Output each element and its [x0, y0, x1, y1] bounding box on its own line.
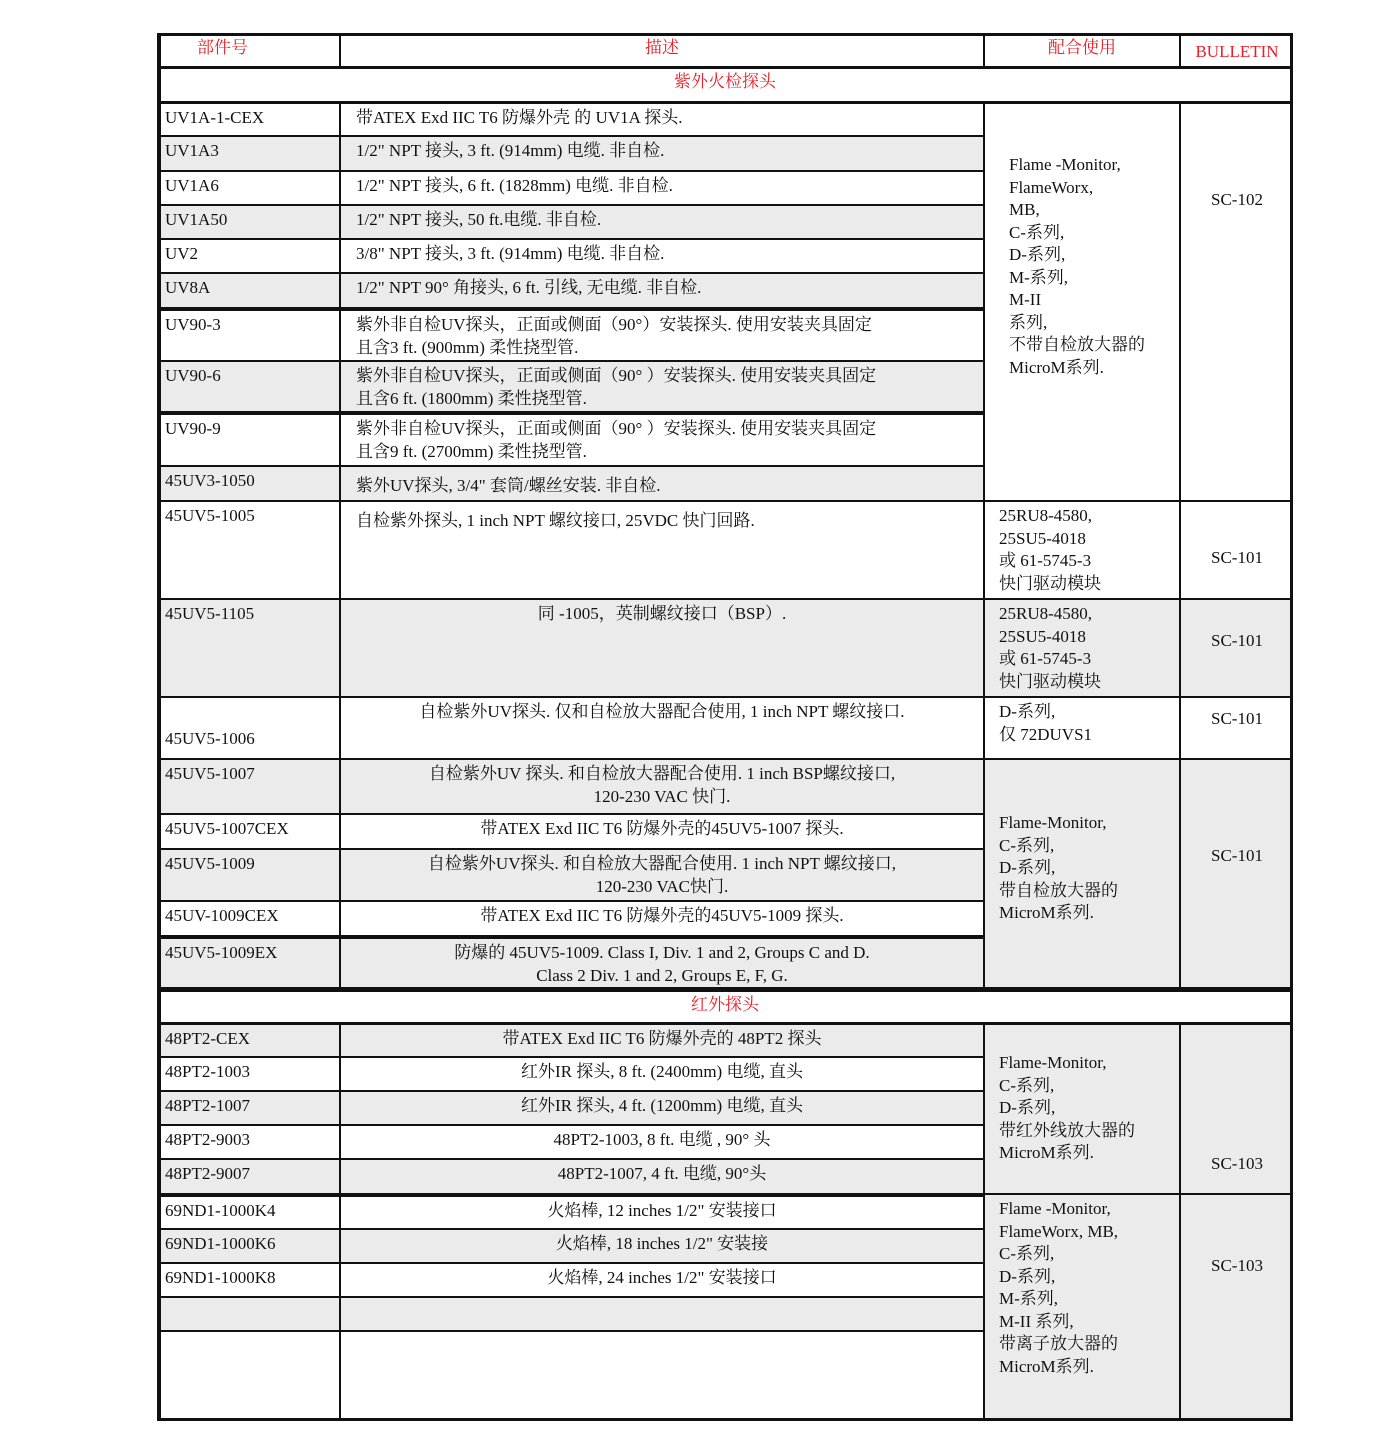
description-cell	[341, 104, 985, 137]
description-cell	[341, 1092, 985, 1126]
description-line: 同 -1005，英制螺纹接口（BSP）.	[537, 604, 787, 623]
description-line: 火焰棒, 18 inches 1/2" 安装接	[555, 1234, 769, 1253]
compatible-line: 带离子放大器的	[999, 1334, 1118, 1353]
compatible-line: C-系列,	[999, 835, 1055, 855]
description-line: 红外IR 探头, 8 ft. (2400mm) 电缆, 直头	[521, 1062, 803, 1081]
compatible-line: 不带自检放大器的	[1009, 335, 1145, 354]
compatible-line: 带自检放大器的	[999, 880, 1118, 900]
bulletin-cell: SC-103	[1181, 1025, 1293, 1195]
compatible-line: C-系列,	[1009, 222, 1065, 242]
compatible-line: 25SU5-4018	[999, 528, 1086, 548]
description-line: 紫外非自检UV探头，正面或侧面（90° ）安装探头. 使用安装夹具固定	[356, 366, 877, 385]
compatible-cell	[985, 760, 1181, 989]
part-number-cell	[157, 1332, 341, 1421]
compatible-line: 25SU5-4018	[999, 626, 1086, 646]
bulletin-cell: SC-102	[1181, 104, 1293, 502]
compatible-line: MicroM系列.	[999, 1356, 1094, 1376]
part-number-cell: 45UV-1009CEX	[157, 902, 341, 937]
bulletin-cell: SC-103	[1181, 1195, 1293, 1421]
compatible-line: FlameWorx,	[1009, 177, 1094, 197]
compatible-line: 快门驱动模块	[999, 671, 1101, 691]
part-number-cell: 45UV5-1009	[157, 850, 341, 902]
description-line: 红外IR 探头, 4 ft. (1200mm) 电缆, 直头	[521, 1096, 803, 1115]
description-cell	[341, 172, 985, 206]
description-cell	[341, 240, 985, 274]
part-number-cell: 69ND1-1000K6	[157, 1230, 341, 1264]
description-line: 自检紫外UV探头. 仅和自检放大器配合使用, 1 inch NPT 螺纹接口.	[419, 702, 905, 721]
description-line: 3/8" NPT 接头, 3 ft. (914mm) 电缆. 非自检.	[356, 244, 665, 263]
bulletin-cell: SC-101	[1181, 760, 1293, 989]
description-line: 带ATEX Exd IIC T6 防爆外壳的45UV5-1007 探头.	[480, 819, 844, 838]
part-number-cell: UV1A6	[157, 172, 341, 206]
part-number-cell: 48PT2-9007	[157, 1160, 341, 1195]
description-cell	[341, 850, 985, 902]
description-line: 120-230 VAC快门.	[595, 876, 729, 896]
part-number-cell: UV90-3	[157, 309, 341, 362]
part-number-cell: 69ND1-1000K8	[157, 1264, 341, 1298]
description-line: 48PT2-1003, 8 ft. 电缆 , 90° 头	[553, 1130, 771, 1149]
section-uv-title: 紫外火检探头	[157, 69, 1293, 104]
compatible-line: Flame-Monitor,	[999, 813, 1107, 832]
description-cell	[341, 362, 985, 413]
description-cell	[341, 1126, 985, 1160]
compatible-line: 25RU8-4580,	[999, 506, 1093, 525]
compatible-line: D-系列,	[1009, 245, 1066, 264]
bulletin-cell: SC-101	[1181, 502, 1293, 600]
description-cell	[341, 1332, 985, 1421]
description-line: 带ATEX Exd IIC T6 防爆外壳 的 UV1A 探头.	[356, 108, 683, 127]
part-number-cell: UV1A3	[157, 137, 341, 172]
compatible-line: D-系列,	[999, 858, 1056, 877]
compatible-cell	[985, 502, 1181, 600]
description-cell	[341, 1058, 985, 1092]
compatible-line: C-系列,	[999, 1244, 1055, 1263]
part-number-cell: 69ND1-1000K4	[157, 1195, 341, 1230]
header-bulletin: BULLETIN	[1181, 33, 1293, 69]
description-cell	[341, 902, 985, 937]
compatible-line: MB,	[1009, 200, 1040, 219]
compatible-line: D-系列,	[999, 1098, 1056, 1117]
description-line: 自检紫外UV 探头. 和自检放大器配合使用. 1 inch BSP螺纹接口,	[428, 764, 896, 783]
header-compatible: 配合使用	[985, 33, 1181, 69]
compatible-line: Flame-Monitor,	[999, 1053, 1107, 1072]
compatible-line: C-系列,	[999, 1075, 1055, 1095]
description-cell	[341, 1264, 985, 1298]
section-ir-title: 红外探头	[157, 989, 1293, 1025]
description-cell	[341, 1160, 985, 1195]
compatible-line: MicroM系列.	[1009, 357, 1104, 377]
part-number-cell: UV1A50	[157, 206, 341, 240]
compatible-line: FlameWorx, MB,	[999, 1221, 1119, 1241]
compatible-cell	[985, 600, 1181, 698]
compatible-line: M-II 系列,	[999, 1311, 1074, 1331]
description-cell	[341, 698, 985, 760]
description-line: 1/2" NPT 90° 角接头, 6 ft. 引线, 无电缆. 非自检.	[356, 278, 702, 297]
compatible-line: MicroM系列.	[999, 1143, 1094, 1162]
description-cell	[341, 206, 985, 240]
compatible-cell	[985, 104, 1181, 502]
part-number-cell: 45UV3-1050	[157, 467, 341, 502]
bulletin-cell: SC-101	[1181, 698, 1293, 760]
part-number-cell: UV1A-1-CEX	[157, 104, 341, 137]
description-cell	[341, 1025, 985, 1058]
compatible-line: D-系列,	[999, 1266, 1056, 1286]
description-line: 120-230 VAC 快门.	[593, 786, 731, 806]
description-line: 48PT2-1007, 4 ft. 电缆, 90°头	[557, 1164, 767, 1183]
description-cell	[341, 413, 985, 467]
description-cell	[341, 937, 985, 989]
part-number-cell: UV90-6	[157, 362, 341, 413]
description-line: Class 2 Div. 1 and 2, Groups E, F, G.	[536, 965, 788, 985]
part-number-cell	[157, 1298, 341, 1332]
description-line: 防爆的 45UV5-1009. Class I, Div. 1 and 2, Groups C and D.	[454, 943, 870, 962]
compatible-cell	[985, 1195, 1181, 1421]
description-line: 1/2" NPT 接头, 6 ft. (1828mm) 电缆. 非自检.	[356, 176, 673, 195]
header-part-no: 部件号	[157, 33, 341, 69]
description-line: 自检紫外UV探头. 和自检放大器配合使用. 1 inch NPT 螺纹接口,	[427, 854, 897, 873]
description-line: 紫外非自检UV探头，正面或侧面（90°）安装探头. 使用安装夹具固定	[356, 315, 872, 334]
description-cell	[341, 502, 985, 600]
part-number-cell: UV90-9	[157, 413, 341, 467]
description-line: 且含3 ft. (900mm) 柔性挠型管.	[356, 337, 579, 357]
compatible-line: Flame -Monitor,	[999, 1199, 1111, 1218]
description-line: 自检紫外探头, 1 inch NPT 螺纹接口, 25VDC 快门回路.	[356, 511, 755, 530]
part-number-cell: 48PT2-1003	[157, 1058, 341, 1092]
compatible-line: M-系列,	[1009, 267, 1069, 287]
part-number-cell: 45UV5-1007	[157, 760, 341, 815]
description-cell	[341, 1230, 985, 1264]
part-number-cell: 45UV5-1006	[157, 698, 341, 760]
part-number-cell: 45UV5-1009EX	[157, 937, 341, 989]
bulletin-cell: SC-101	[1181, 600, 1293, 698]
description-line: 紫外UV探头, 3/4" 套筒/螺丝安装. 非自检.	[356, 476, 661, 495]
compatible-line: MicroM系列.	[999, 903, 1094, 922]
header-description: 描述	[341, 33, 985, 69]
description-line: 火焰棒, 12 inches 1/2" 安装接口	[547, 1201, 777, 1220]
description-cell	[341, 1195, 985, 1230]
compatible-cell	[985, 698, 1181, 760]
compatible-cell	[985, 1025, 1181, 1195]
description-cell	[341, 467, 985, 502]
part-number-cell: 45UV5-1105	[157, 600, 341, 698]
part-number-cell: 48PT2-1007	[157, 1092, 341, 1126]
description-cell	[341, 815, 985, 850]
description-cell	[341, 274, 985, 309]
description-cell	[341, 600, 985, 698]
compatible-line: 25RU8-4580,	[999, 604, 1093, 623]
compatible-line: 带红外线放大器的	[999, 1120, 1135, 1140]
description-cell	[341, 137, 985, 172]
compatible-line: 或 61-5745-3	[999, 649, 1092, 668]
description-line: 1/2" NPT 接头, 3 ft. (914mm) 电缆. 非自检.	[356, 141, 665, 160]
compatible-line: M-II	[1009, 290, 1042, 309]
description-line: 且含9 ft. (2700mm) 柔性挠型管.	[356, 441, 587, 461]
compatible-line: 快门驱动模块	[999, 573, 1101, 593]
compatible-line: D-系列,	[999, 702, 1056, 721]
description-line: 火焰棒, 24 inches 1/2" 安装接口	[547, 1268, 777, 1287]
compatible-line: M-系列,	[999, 1289, 1059, 1308]
part-number-cell: 45UV5-1005	[157, 502, 341, 600]
description-cell	[341, 760, 985, 815]
description-cell	[341, 1298, 985, 1332]
description-cell	[341, 309, 985, 362]
description-line: 且含6 ft. (1800mm) 柔性挠型管.	[356, 388, 587, 408]
description-line: 紫外非自检UV探头，正面或侧面（90° ）安装探头. 使用安装夹具固定	[356, 419, 877, 438]
description-line: 带ATEX Exd IIC T6 防爆外壳的45UV5-1009 探头.	[480, 906, 844, 925]
part-number-cell: 48PT2-9003	[157, 1126, 341, 1160]
compatible-line: 系列,	[1009, 312, 1048, 332]
part-number-cell: 48PT2-CEX	[157, 1025, 341, 1058]
part-number-cell: UV8A	[157, 274, 341, 309]
part-number-cell: 45UV5-1007CEX	[157, 815, 341, 850]
compatible-line: Flame -Monitor,	[1009, 155, 1121, 174]
compatible-line: 或 61-5745-3	[999, 551, 1092, 570]
description-line: 1/2" NPT 接头, 50 ft.电缆. 非自检.	[356, 210, 602, 229]
description-line: 带ATEX Exd IIC T6 防爆外壳的 48PT2 探头	[502, 1029, 822, 1048]
compatible-line: 仅 72DUVS1	[999, 724, 1093, 744]
part-number-cell: UV2	[157, 240, 341, 274]
